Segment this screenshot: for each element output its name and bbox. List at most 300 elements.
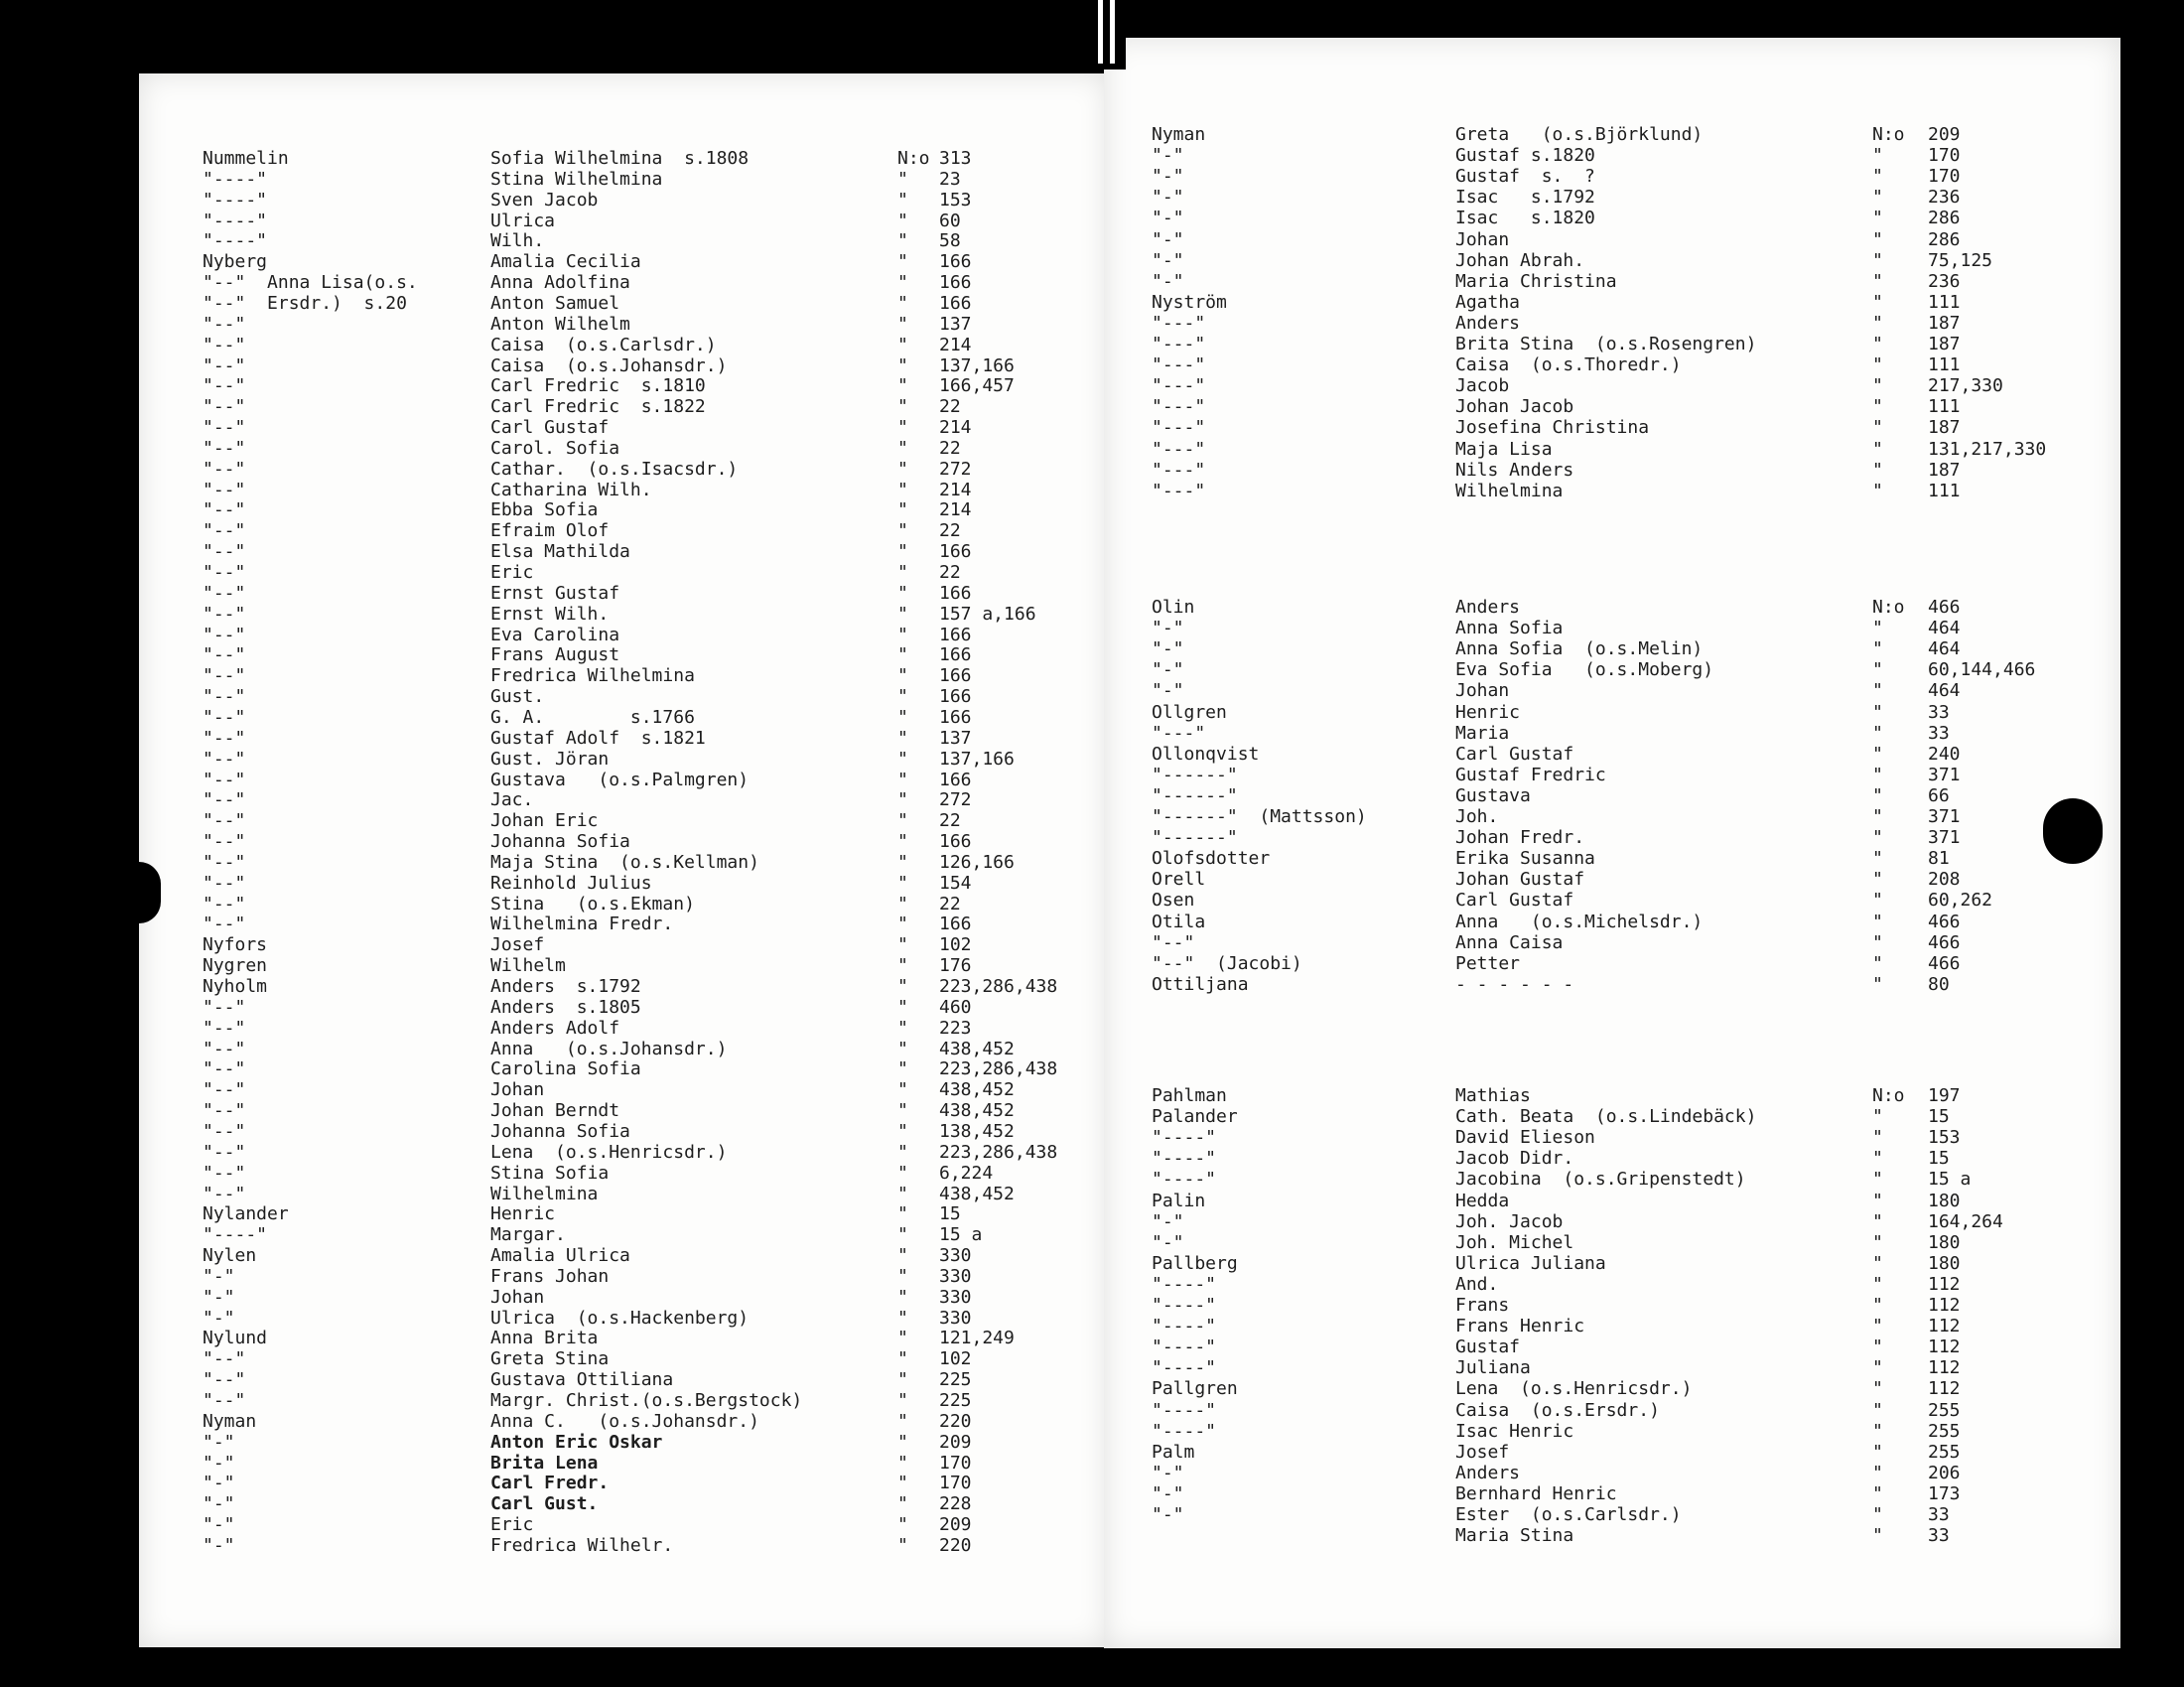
given-name: Carl Gust. bbox=[490, 1493, 599, 1515]
surname: "--" bbox=[203, 789, 246, 811]
reference-number: 166 bbox=[939, 644, 972, 666]
surname: "--" bbox=[203, 1141, 246, 1163]
given-name: Caisa (o.s.Thoredr.) bbox=[1455, 354, 1682, 376]
reference-number: 438,452 bbox=[939, 1100, 1015, 1122]
reference-number: 166 bbox=[939, 582, 972, 604]
reference-number: 137,166 bbox=[939, 354, 1015, 376]
surname: "-" bbox=[203, 1534, 235, 1556]
index-entry bbox=[1152, 1401, 2105, 1421]
reference-number: 214 bbox=[939, 334, 972, 355]
index-entry bbox=[203, 811, 1076, 831]
index-entry bbox=[203, 273, 1076, 293]
number-prefix: " bbox=[1872, 973, 1883, 995]
reference-number: 137 bbox=[939, 313, 972, 335]
index-entry bbox=[203, 211, 1076, 231]
given-name: Anders Adolf bbox=[490, 1017, 620, 1039]
number-prefix: " bbox=[1872, 270, 1883, 292]
number-prefix: " bbox=[1872, 480, 1883, 501]
reference-number: 170 bbox=[939, 1452, 972, 1474]
reference-number: 255 bbox=[1928, 1420, 1961, 1442]
number-prefix: " bbox=[1872, 890, 1883, 912]
index-entry bbox=[203, 666, 1076, 686]
reference-number: 112 bbox=[1928, 1378, 1961, 1400]
number-prefix: " bbox=[897, 458, 908, 480]
index-entry bbox=[1152, 786, 2105, 806]
number-prefix: " bbox=[897, 1183, 908, 1204]
index-entry bbox=[1152, 954, 2105, 974]
given-name: Bernhard Henric bbox=[1455, 1482, 1617, 1504]
number-prefix: " bbox=[897, 996, 908, 1018]
index-entry bbox=[1152, 1275, 2105, 1295]
reference-number: 460 bbox=[939, 996, 972, 1018]
number-prefix: " bbox=[1872, 638, 1883, 660]
reference-number: 153 bbox=[939, 189, 972, 211]
index-entry bbox=[1152, 619, 2105, 638]
given-name: Nils Anders bbox=[1455, 459, 1574, 481]
index-entry bbox=[203, 1185, 1076, 1204]
number-prefix: N:o bbox=[1872, 1085, 1905, 1106]
reference-number: 153 bbox=[1928, 1127, 1961, 1149]
number-prefix: " bbox=[1872, 806, 1883, 827]
reference-number: 22 bbox=[939, 893, 961, 914]
surname: "----" bbox=[1152, 1336, 1217, 1358]
given-name: Amalia Cecilia bbox=[490, 251, 641, 273]
index-entry bbox=[203, 397, 1076, 417]
reference-number: 214 bbox=[939, 417, 972, 439]
given-name: Isac s.1792 bbox=[1455, 187, 1595, 209]
reference-number: 15 a bbox=[1928, 1169, 1972, 1191]
given-name: Ernst Gustaf bbox=[490, 582, 620, 604]
number-prefix: " bbox=[1872, 208, 1883, 229]
number-prefix: " bbox=[1872, 701, 1883, 723]
index-entry bbox=[203, 1080, 1076, 1100]
given-name: Isac s.1820 bbox=[1455, 208, 1595, 229]
index-entry bbox=[1152, 828, 2105, 848]
surname: "-" bbox=[1152, 249, 1184, 271]
given-name: Gustava bbox=[1455, 784, 1531, 806]
index-entry bbox=[203, 1391, 1076, 1411]
number-prefix: " bbox=[1872, 848, 1883, 870]
index-entry bbox=[1152, 1192, 2105, 1211]
number-prefix: " bbox=[1872, 1295, 1883, 1316]
surname: Nygren bbox=[203, 955, 268, 977]
given-name: Johan Abrah. bbox=[1455, 249, 1585, 271]
given-name: Anders s.1792 bbox=[490, 976, 641, 997]
surname: "---" bbox=[1152, 417, 1206, 439]
index-entry bbox=[203, 1536, 1076, 1556]
reference-number: 209 bbox=[939, 1514, 972, 1536]
number-prefix: " bbox=[897, 334, 908, 355]
given-name: Ernst Wilh. bbox=[490, 603, 610, 625]
index-entry bbox=[203, 500, 1076, 520]
given-name: - - - - - - bbox=[1455, 973, 1574, 995]
reference-number: 112 bbox=[1928, 1316, 1961, 1337]
index-entry bbox=[1152, 230, 2105, 250]
surname: "-" bbox=[1152, 680, 1184, 702]
index-entry bbox=[203, 1225, 1076, 1245]
reference-number: 330 bbox=[939, 1307, 972, 1329]
index-entry bbox=[1152, 745, 2105, 765]
index-entry bbox=[203, 708, 1076, 728]
index-entry bbox=[1152, 870, 2105, 890]
index-entry bbox=[203, 977, 1076, 997]
index-entry bbox=[1152, 461, 2105, 481]
number-prefix: " bbox=[897, 1431, 908, 1453]
given-name: Eva Carolina bbox=[490, 624, 620, 645]
index-entry bbox=[203, 294, 1076, 314]
surname: Ollonqvist bbox=[1152, 743, 1260, 765]
surname: Ottiljana bbox=[1152, 973, 1249, 995]
number-prefix: " bbox=[897, 541, 908, 563]
surname: "-" bbox=[1152, 145, 1184, 167]
reference-number: 371 bbox=[1928, 764, 1961, 785]
number-prefix: " bbox=[1872, 827, 1883, 849]
reference-number: 330 bbox=[939, 1286, 972, 1308]
number-prefix: " bbox=[897, 396, 908, 418]
reference-number: 466 bbox=[1928, 931, 1961, 953]
surname: "-" bbox=[1152, 618, 1184, 639]
given-name: Maria Christina bbox=[1455, 270, 1617, 292]
reference-number: 81 bbox=[1928, 848, 1950, 870]
surname: "--" Ersdr.) s.20 bbox=[203, 292, 407, 314]
number-prefix: N:o bbox=[1872, 124, 1905, 145]
given-name: Carl Fredric s.1822 bbox=[490, 396, 706, 418]
number-prefix: " bbox=[1872, 1357, 1883, 1379]
surname: "-" bbox=[203, 1431, 235, 1453]
given-name: Gustaf bbox=[1455, 1336, 1521, 1358]
index-entry bbox=[203, 1515, 1076, 1535]
index-entry bbox=[203, 1494, 1076, 1514]
reference-number: 220 bbox=[939, 1534, 972, 1556]
reference-number: 33 bbox=[1928, 722, 1950, 744]
index-entry bbox=[203, 956, 1076, 976]
reference-number: 166 bbox=[939, 541, 972, 563]
surname: "--" bbox=[203, 541, 246, 563]
surname: "-" bbox=[1152, 228, 1184, 250]
reference-number: 236 bbox=[1928, 187, 1961, 209]
given-name: Lena (o.s.Henricsdr.) bbox=[490, 1141, 728, 1163]
surname: "--" bbox=[203, 313, 246, 335]
index-entry bbox=[203, 1019, 1076, 1039]
reference-number: 138,452 bbox=[939, 1120, 1015, 1142]
given-name: Gust. bbox=[490, 686, 545, 708]
reference-number: 313 bbox=[939, 148, 972, 169]
given-name: Joh. Jacob bbox=[1455, 1210, 1564, 1232]
surname: Olin bbox=[1152, 597, 1195, 618]
index-entry bbox=[1152, 314, 2105, 334]
index-entry bbox=[203, 1454, 1076, 1474]
number-prefix: " bbox=[897, 354, 908, 376]
given-name: Erika Susanna bbox=[1455, 848, 1595, 870]
reference-number: 166 bbox=[939, 914, 972, 935]
index-entry bbox=[203, 231, 1076, 251]
surname: Ollgren bbox=[1152, 701, 1227, 723]
surname: Nyman bbox=[1152, 124, 1206, 145]
surname: "--" bbox=[203, 1183, 246, 1204]
number-prefix: " bbox=[897, 1348, 908, 1370]
number-prefix: " bbox=[1872, 334, 1883, 354]
reference-number: 206 bbox=[1928, 1462, 1961, 1483]
given-name: Frans bbox=[1455, 1295, 1510, 1316]
index-entry bbox=[1152, 933, 2105, 953]
surname: "-" bbox=[1152, 1482, 1184, 1504]
number-prefix: " bbox=[1872, 396, 1883, 418]
number-prefix: " bbox=[1872, 1210, 1883, 1232]
reference-number: 15 a bbox=[939, 1224, 983, 1246]
given-name: Carl Fredr. bbox=[490, 1473, 610, 1494]
given-name: Margr. Christ.(o.s.Bergstock) bbox=[490, 1390, 803, 1411]
number-prefix: " bbox=[1872, 145, 1883, 167]
surname: Nylander bbox=[203, 1203, 289, 1225]
surname: Nylund bbox=[203, 1328, 268, 1349]
index-entry bbox=[1152, 251, 2105, 271]
surname: "--" bbox=[203, 810, 246, 832]
surname: "--" bbox=[203, 893, 246, 914]
reference-number: 112 bbox=[1928, 1273, 1961, 1295]
given-name: Fredrica Wilhelmina bbox=[490, 665, 695, 687]
reference-number: 111 bbox=[1928, 396, 1961, 418]
surname: "--" (Jacobi) bbox=[1152, 952, 1302, 974]
index-entry bbox=[1152, 1233, 2105, 1253]
index-entry bbox=[203, 170, 1076, 190]
number-prefix: " bbox=[1872, 911, 1883, 932]
index-entry bbox=[203, 1143, 1076, 1163]
reference-number: 223,286,438 bbox=[939, 1141, 1058, 1163]
given-name: Brita Lena bbox=[490, 1452, 599, 1474]
surname: "--" bbox=[203, 603, 246, 625]
number-prefix: " bbox=[897, 1162, 908, 1184]
given-name: Joh. bbox=[1455, 806, 1499, 827]
reference-number: 286 bbox=[1928, 228, 1961, 250]
given-name: Amalia Ulrica bbox=[490, 1245, 630, 1267]
number-prefix: " bbox=[1872, 1336, 1883, 1358]
reference-number: 225 bbox=[939, 1369, 972, 1391]
number-prefix: " bbox=[1872, 931, 1883, 953]
surname: "---" bbox=[1152, 480, 1206, 501]
reference-number: 33 bbox=[1928, 701, 1950, 723]
given-name: Caisa (o.s.Carlsdr.) bbox=[490, 334, 717, 355]
reference-number: 102 bbox=[939, 1348, 972, 1370]
surname: "--" bbox=[203, 706, 246, 728]
given-name: Henric bbox=[490, 1203, 556, 1225]
reference-number: 187 bbox=[1928, 417, 1961, 439]
surname: "--" bbox=[203, 914, 246, 935]
given-name: Anna (o.s.Michelsdr.) bbox=[1455, 911, 1704, 932]
reference-number: 330 bbox=[939, 1265, 972, 1287]
number-prefix: " bbox=[897, 831, 908, 853]
surname: Nylen bbox=[203, 1245, 257, 1267]
reference-number: 464 bbox=[1928, 618, 1961, 639]
number-prefix: " bbox=[1872, 459, 1883, 481]
number-prefix: " bbox=[897, 748, 908, 770]
surname: "--" bbox=[203, 1079, 246, 1101]
index-entry bbox=[1152, 272, 2105, 292]
given-name: Frans Henric bbox=[1455, 1316, 1585, 1337]
number-prefix: " bbox=[897, 1038, 908, 1059]
given-name: Catharina Wilh. bbox=[490, 479, 652, 500]
number-prefix: " bbox=[1872, 1420, 1883, 1442]
number-prefix: " bbox=[1872, 187, 1883, 209]
given-name: Carolina Sofia bbox=[490, 1058, 641, 1080]
number-prefix: " bbox=[897, 976, 908, 997]
reference-number: 22 bbox=[939, 520, 961, 542]
number-prefix: " bbox=[897, 313, 908, 335]
surname: "--" bbox=[203, 1120, 246, 1142]
surname: "-" bbox=[203, 1514, 235, 1536]
given-name: Sofia Wilhelmina s.1808 bbox=[490, 148, 750, 169]
index-entry bbox=[1152, 1464, 2105, 1483]
given-name: Jac. bbox=[490, 789, 534, 811]
index-entry bbox=[1152, 125, 2105, 145]
number-prefix: N:o bbox=[897, 148, 930, 169]
reference-number: 15 bbox=[939, 1203, 961, 1225]
reference-number: 217,330 bbox=[1928, 375, 2003, 397]
reference-number: 112 bbox=[1928, 1336, 1961, 1358]
surname: Orell bbox=[1152, 869, 1206, 891]
reference-number: 438,452 bbox=[939, 1079, 1015, 1101]
number-prefix: " bbox=[897, 934, 908, 956]
given-name: Greta (o.s.Björklund) bbox=[1455, 124, 1704, 145]
index-entry bbox=[1152, 913, 2105, 932]
given-name: Anna (o.s.Johansdr.) bbox=[490, 1038, 728, 1059]
given-name: Wilhelmina bbox=[490, 1183, 599, 1204]
index-entry bbox=[203, 542, 1076, 562]
number-prefix: " bbox=[897, 1286, 908, 1308]
surname: Palin bbox=[1152, 1190, 1206, 1211]
number-prefix: " bbox=[897, 1493, 908, 1515]
reference-number: 60,262 bbox=[1928, 890, 1993, 912]
reference-number: 154 bbox=[939, 872, 972, 894]
index-entry bbox=[203, 584, 1076, 604]
surname: "---" bbox=[1152, 354, 1206, 376]
number-prefix: " bbox=[1872, 228, 1883, 250]
index-entry bbox=[203, 1309, 1076, 1329]
number-prefix: " bbox=[1872, 722, 1883, 744]
reference-number: 466 bbox=[1928, 911, 1961, 932]
number-prefix: " bbox=[1872, 312, 1883, 334]
number-prefix: " bbox=[1872, 618, 1883, 639]
given-name: Anna Adolfina bbox=[490, 272, 630, 294]
index-entry bbox=[203, 1246, 1076, 1266]
given-name: Anna Sofia bbox=[1455, 618, 1564, 639]
surname: "--" bbox=[203, 458, 246, 480]
given-name: Wilhelmina bbox=[1455, 480, 1564, 501]
number-prefix: " bbox=[897, 686, 908, 708]
index-entry bbox=[1152, 1526, 2105, 1546]
surname: "--" bbox=[1152, 931, 1195, 953]
surname: "---" bbox=[1152, 375, 1206, 397]
surname: Pallgren bbox=[1152, 1378, 1238, 1400]
given-name: Wilhelm bbox=[490, 955, 566, 977]
reference-number: 121,249 bbox=[939, 1328, 1015, 1349]
index-entry bbox=[1152, 807, 2105, 827]
surname: "--" bbox=[203, 872, 246, 894]
index-entry bbox=[203, 1433, 1076, 1453]
given-name: Anna Sofia (o.s.Melin) bbox=[1455, 638, 1704, 660]
index-entry bbox=[1152, 397, 2105, 417]
reference-number: 170 bbox=[1928, 145, 1961, 167]
number-prefix: " bbox=[897, 272, 908, 294]
given-name: Caisa (o.s.Johansdr.) bbox=[490, 354, 728, 376]
surname: "--" bbox=[203, 686, 246, 708]
reference-number: 112 bbox=[1928, 1295, 1961, 1316]
given-name: Reinhold Julius bbox=[490, 872, 652, 894]
surname: "-" bbox=[1152, 208, 1184, 229]
number-prefix: " bbox=[1872, 1399, 1883, 1421]
surname: "---" bbox=[1152, 459, 1206, 481]
index-entry bbox=[203, 1288, 1076, 1308]
number-prefix: " bbox=[1872, 680, 1883, 702]
given-name: Johan Jacob bbox=[1455, 396, 1574, 418]
given-name: Ester (o.s.Carlsdr.) bbox=[1455, 1504, 1682, 1525]
given-name: Greta Stina bbox=[490, 1348, 610, 1370]
index-entry bbox=[203, 1101, 1076, 1121]
number-prefix: " bbox=[1872, 1231, 1883, 1253]
index-entry bbox=[203, 191, 1076, 211]
surname: "--" bbox=[203, 1038, 246, 1059]
number-prefix: " bbox=[897, 665, 908, 687]
surname: "-" bbox=[203, 1286, 235, 1308]
index-entry bbox=[203, 1122, 1076, 1142]
given-name: Anna Brita bbox=[490, 1328, 599, 1349]
number-prefix: " bbox=[1872, 784, 1883, 806]
index-entry bbox=[1152, 1505, 2105, 1525]
index-entry bbox=[1152, 1107, 2105, 1127]
given-name: Eric bbox=[490, 562, 534, 583]
number-prefix: " bbox=[897, 562, 908, 583]
reference-number: 111 bbox=[1928, 480, 1961, 501]
surname: "-" bbox=[203, 1493, 235, 1515]
given-name: Maja Lisa bbox=[1455, 438, 1553, 460]
number-prefix: " bbox=[897, 1224, 908, 1246]
index-entry bbox=[1152, 1358, 2105, 1378]
reference-number: 166 bbox=[939, 624, 972, 645]
given-name: Carol. Sofia bbox=[490, 437, 620, 459]
index-entry bbox=[1152, 849, 2105, 869]
index-entry bbox=[203, 853, 1076, 873]
given-name: Cathar. (o.s.Isacsdr.) bbox=[490, 458, 739, 480]
index-entry bbox=[203, 605, 1076, 625]
number-prefix: " bbox=[897, 437, 908, 459]
given-name: Johan Berndt bbox=[490, 1100, 620, 1122]
number-prefix: " bbox=[897, 1534, 908, 1556]
surname: "--" bbox=[203, 334, 246, 355]
given-name: Wilhelmina Fredr. bbox=[490, 914, 674, 935]
reference-number: 209 bbox=[939, 1431, 972, 1453]
number-prefix: " bbox=[1872, 354, 1883, 376]
given-name: Jacobina (o.s.Gripenstedt) bbox=[1455, 1169, 1746, 1191]
reference-number: 58 bbox=[939, 230, 961, 252]
index-entry bbox=[1152, 1212, 2105, 1232]
reference-number: 170 bbox=[939, 1473, 972, 1494]
number-prefix: " bbox=[1872, 764, 1883, 785]
reference-number: 15 bbox=[1928, 1148, 1950, 1170]
number-prefix: " bbox=[897, 603, 908, 625]
number-prefix: " bbox=[897, 417, 908, 439]
number-prefix: " bbox=[897, 1058, 908, 1080]
number-prefix: " bbox=[897, 1017, 908, 1039]
surname: Nummelin bbox=[203, 148, 289, 169]
reference-number: 187 bbox=[1928, 459, 1961, 481]
number-prefix: " bbox=[1872, 1273, 1883, 1295]
surname: "--" bbox=[203, 1369, 246, 1391]
reference-number: 214 bbox=[939, 499, 972, 521]
reference-number: 60,144,466 bbox=[1928, 659, 2036, 681]
surname: "---" bbox=[1152, 438, 1206, 460]
index-entry bbox=[1152, 1128, 2105, 1148]
reference-number: 180 bbox=[1928, 1252, 1961, 1274]
reference-number: 180 bbox=[1928, 1231, 1961, 1253]
